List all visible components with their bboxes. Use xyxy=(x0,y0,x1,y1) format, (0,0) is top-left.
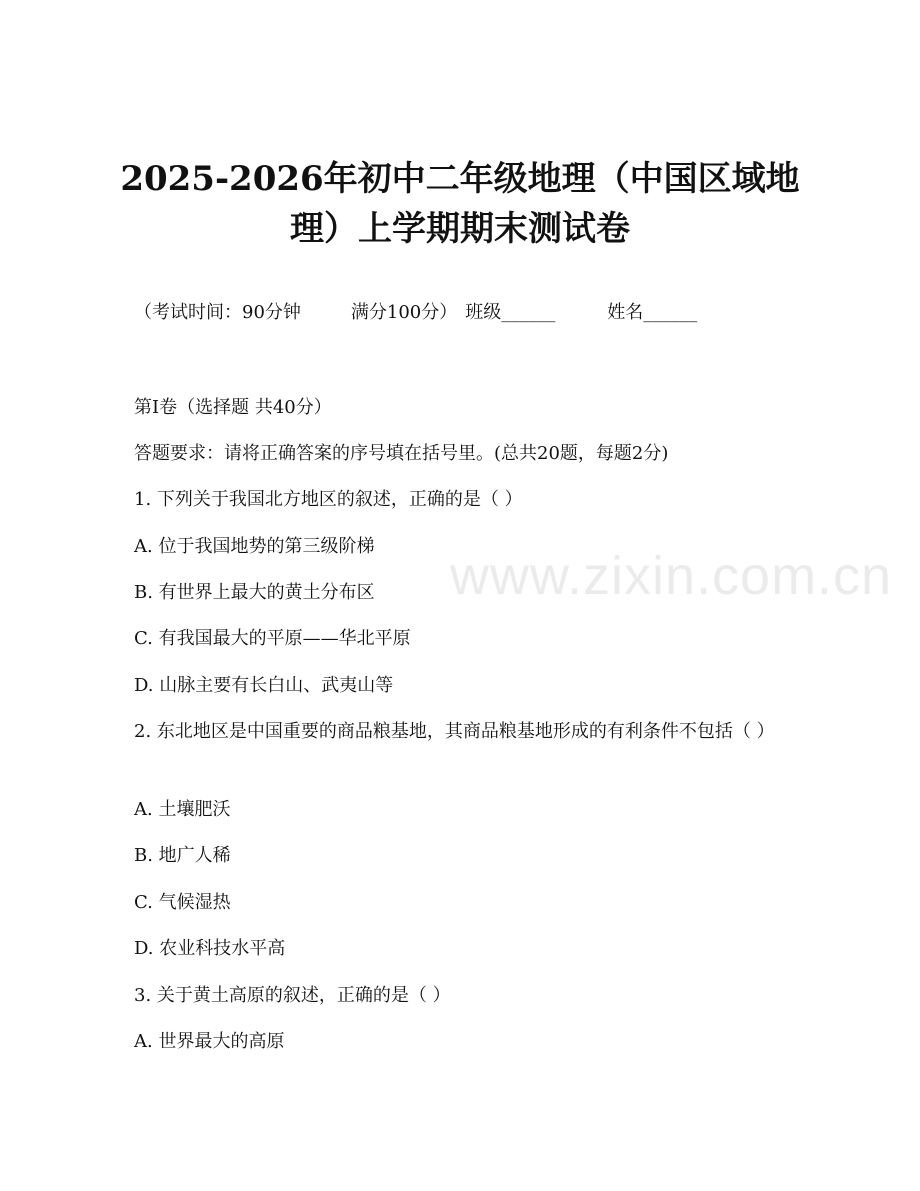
question-1-stem: 1. 下列关于我国北方地区的叙述，正确的是（ ） xyxy=(134,489,523,510)
exam-time: （考试时间：90分钟 xyxy=(134,302,301,323)
question-2-stem: 2. 东北地区是中国重要的商品粮基地，其商品粮基地形成的有利条件不包括（ ） xyxy=(134,721,775,742)
question-3-option-a: A. 世界最大的高原 xyxy=(134,1031,285,1052)
class-field: 班级______ xyxy=(465,302,556,323)
question-1-option-c: C. 有我国最大的平原——华北平原 xyxy=(134,628,411,649)
question-2-option-d: D. 农业科技水平高 xyxy=(134,938,286,959)
exam-title-line-2: 理）上学期期末测试卷 xyxy=(290,209,630,249)
exam-score: 满分100分） xyxy=(350,302,458,323)
question-1-option-a: A. 位于我国地势的第三级阶梯 xyxy=(134,536,375,557)
question-2-option-a: A. 土壤肥沃 xyxy=(134,799,231,820)
exam-info-row xyxy=(134,300,697,326)
question-2-option-c: C. 气候湿热 xyxy=(134,892,231,913)
name-field: 姓名______ xyxy=(607,302,698,323)
exam-title-line-1: 2025-2026年初中二年级地理（中国区域地 xyxy=(120,159,800,199)
question-2-option-b: B. 地广人稀 xyxy=(134,845,231,866)
section-heading: 第Ⅰ卷（选择题 共40分） xyxy=(134,397,332,418)
instructions: 答题要求：请将正确答案的序号填在括号里。(总共20题，每题2分) xyxy=(134,443,669,464)
question-1-option-b: B. 有世界上最大的黄土分布区 xyxy=(134,582,375,603)
question-3-stem: 3. 关于黄土高原的叙述，正确的是（ ） xyxy=(134,985,451,1006)
question-1-option-d: D. 山脉主要有长白山、武夷山等 xyxy=(134,675,394,696)
site-watermark: www.zixin.com.cn xyxy=(450,546,893,606)
